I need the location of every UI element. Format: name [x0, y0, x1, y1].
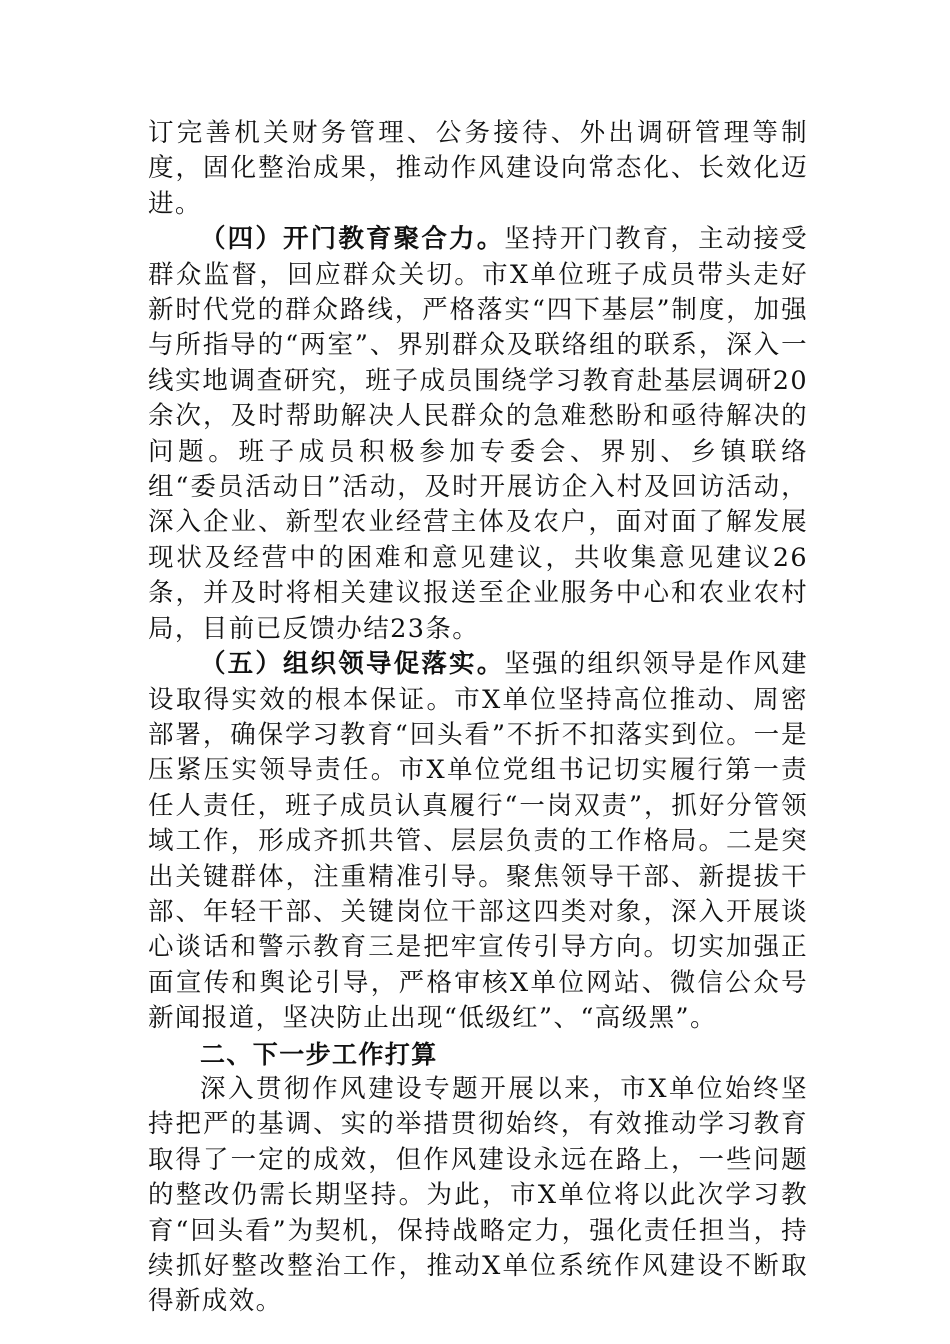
- paragraph-next-steps: 深入贯彻作风建设专题开展以来，市X单位始终坚持把严的基调、实的举措贯彻始终，有效推动学习教育取得了一定的成效，但作风建设永远在路上，一些问题的整改仍需长期坚持。为此，市X单位将以此次学习教育“回头看”为契机，保持战略定力，强化责任担当，持续抓好整改整治工作，推动X单位系统作风建设不断取得新成效。: [148, 1073, 808, 1317]
- paragraph-continuation: 订完善机关财务管理、公务接待、外出调研管理等制度，固化整治成果，推动作风建设向常态化、长效化迈进。: [148, 118, 808, 219]
- paragraph-body: 坚持开门教育，主动接受群众监督，回应群众关切。市X单位班子成员带头走好新时代党的群众路线，严格落实“四下基层”制度，加强与所指导的“两室”、界别群众及联络组的联系，深入一线实地调查研究，班子成员围绕学习教育赴基层调研20余次，及时帮助解决人民群众的急难愁盼和亟待解决的问题。班子成员积极参加专委会、界别、乡镇联络组“委员活动日”活动，及时开展访企入村及回访活动，深入企业、新型农业经营主体及农户，面对面了解发展现状及经营中的困难和意见建议，共收集意见建议26条，并及时将相关建议报送至企业服务中心和农业农村局，目前已反馈办结23条。: [148, 224, 808, 644]
- section-heading-next-steps: 二、下一步工作打算: [200, 1039, 438, 1069]
- paragraph-body: 坚强的组织领导是作风建设取得实效的根本保证。市X单位坚持高位推动、周密部署，确保学习教育“回头看”不折不扣落实到位。一是压紧压实领导责任。市X单位党组书记切实履行第一责任人责任，班子成员认真履行“一岗双责”，抓好分管领域工作，形成齐抓共管、层层负责的工作格局。二是突出关键群体，注重精准引导。聚焦领导干部、新提拔干部、年轻干部、关键岗位干部这四类对象，深入开展谈心谈话和警示教育三是把牢宣传引导方向。切实加强正面宣传和舆论引导，严格审核X单位网站、微信公众号新闻报道，坚决防止出现“低级红”、“高级黑”。: [148, 649, 808, 1034]
- document-page: [148, 116, 808, 1320]
- section-heading-4: （四）开门教育聚合力。: [200, 224, 505, 255]
- paragraph-organization-leadership: [148, 647, 808, 1036]
- section-heading-5: （五）组织领导促落实。: [200, 649, 505, 680]
- paragraph-open-education: [148, 222, 808, 647]
